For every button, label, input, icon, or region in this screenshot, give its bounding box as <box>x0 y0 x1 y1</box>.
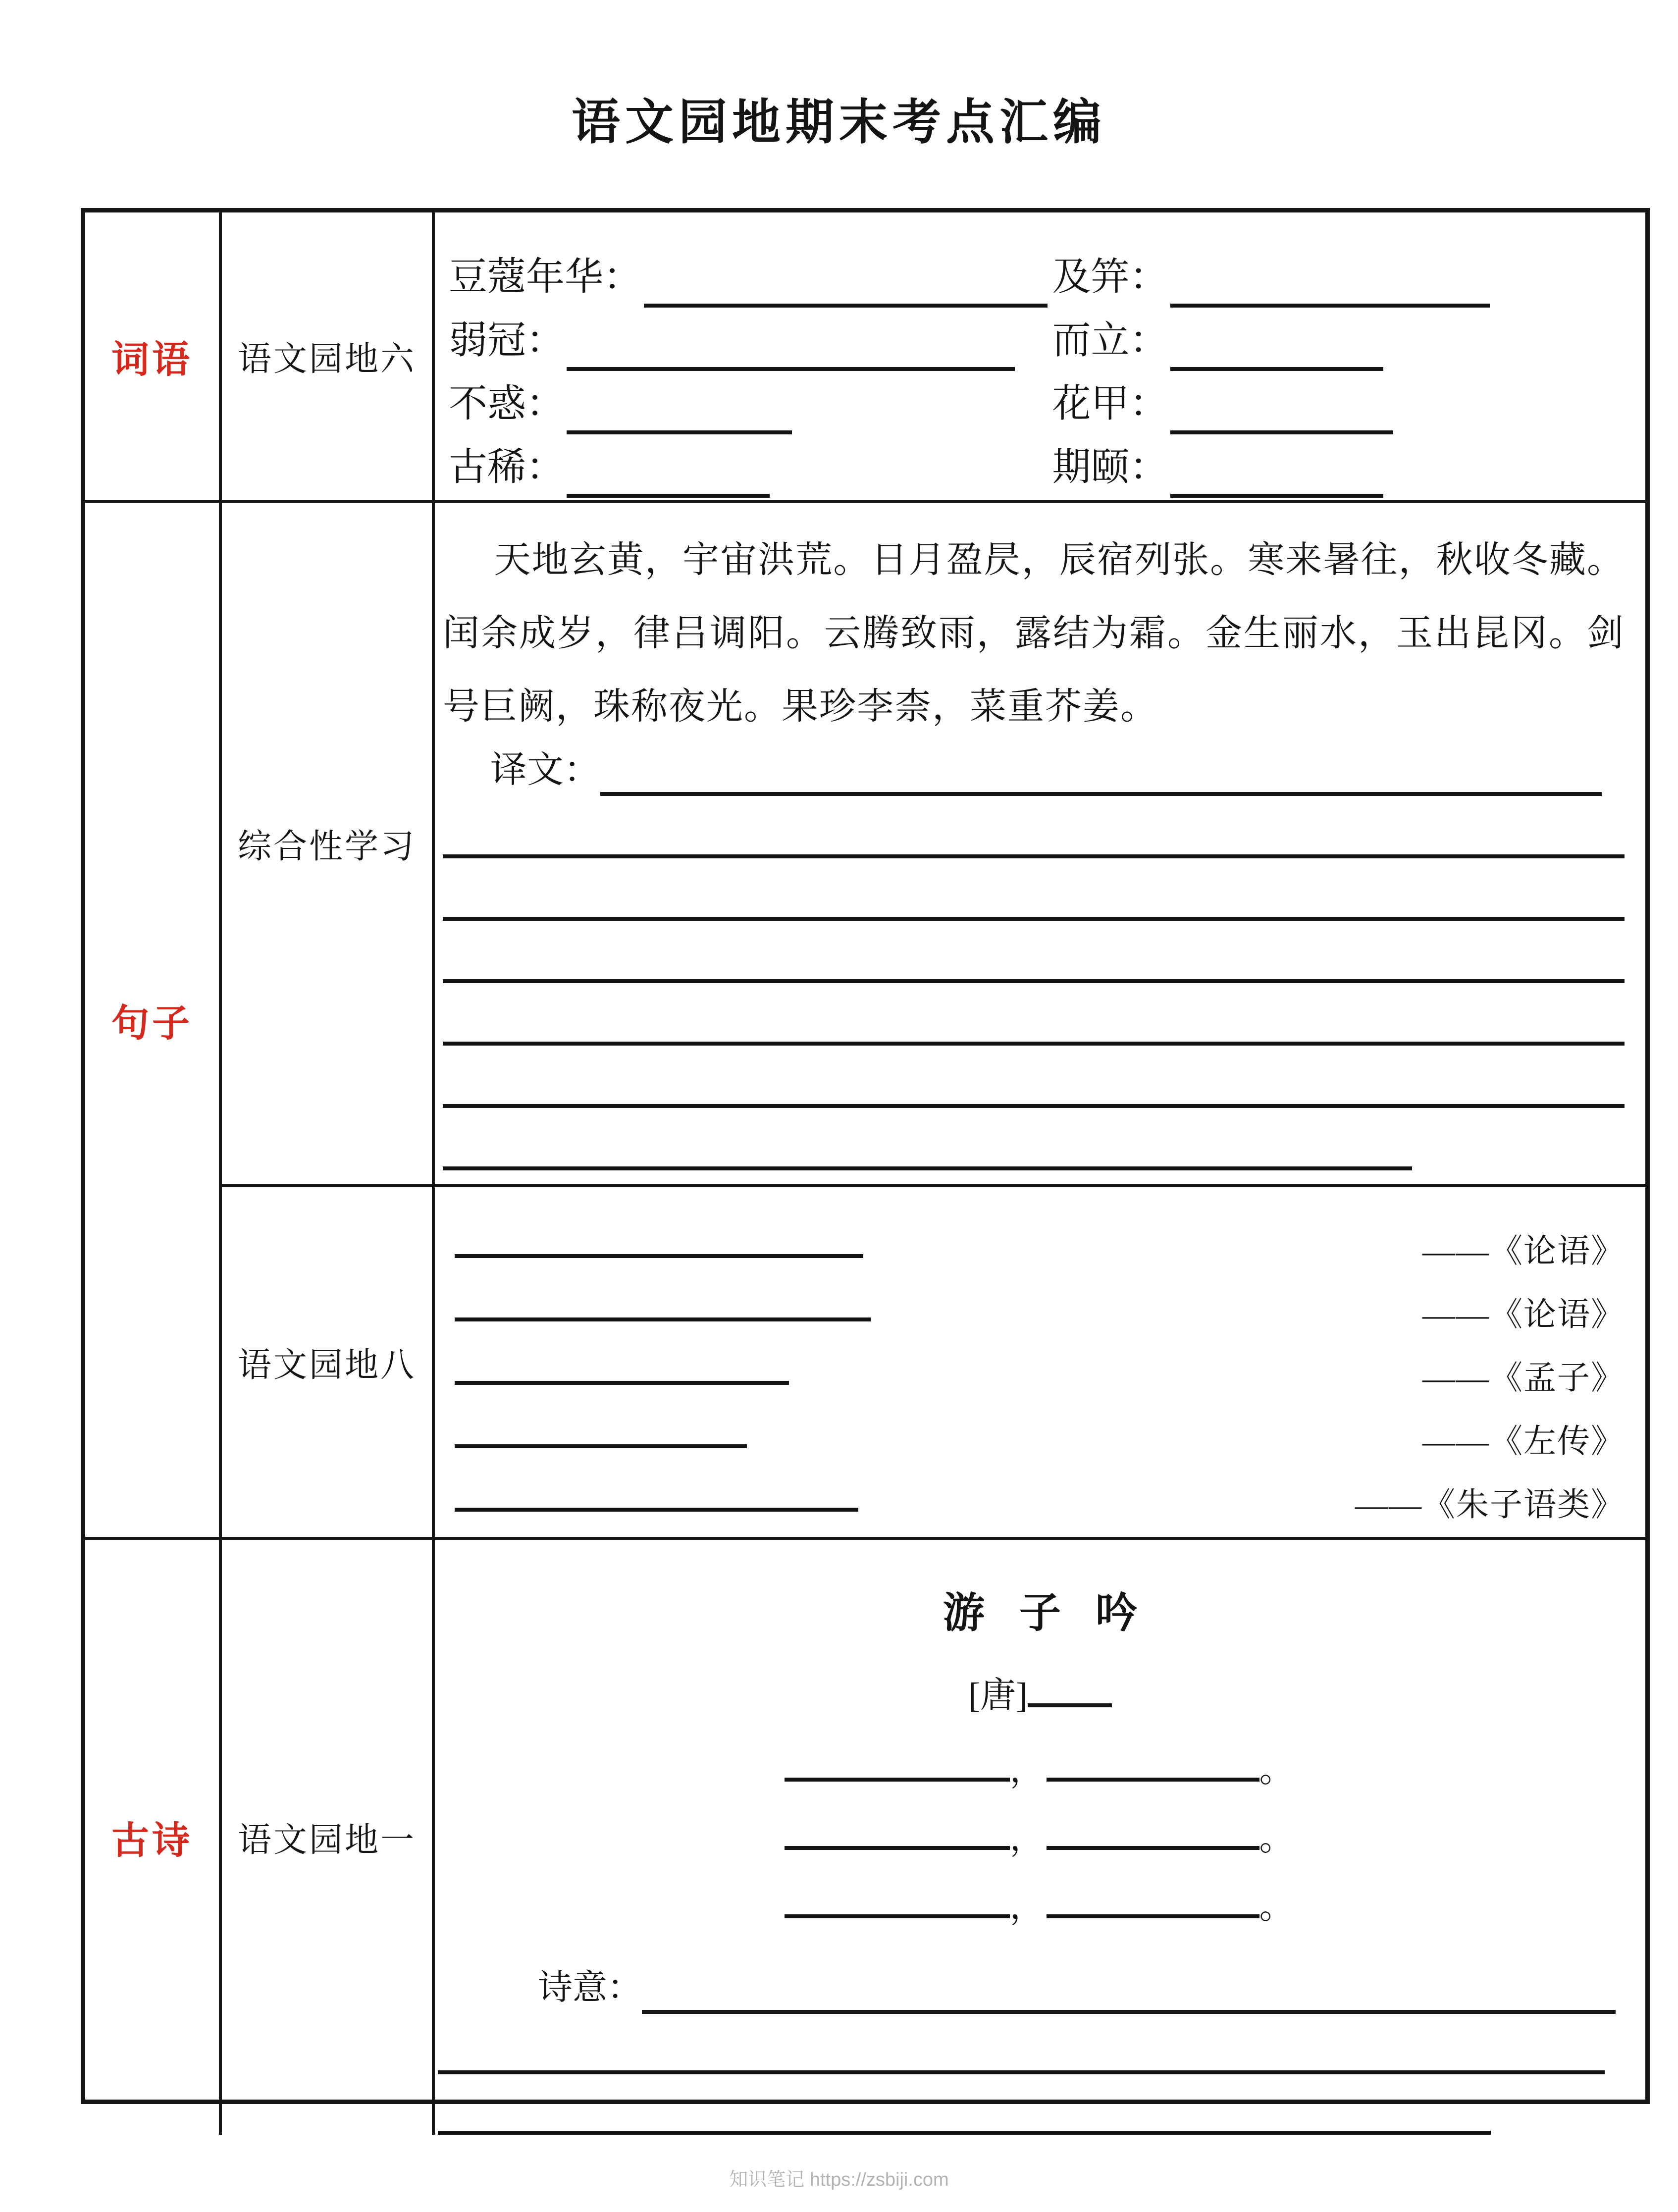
garden8-content-cell <box>435 1187 1645 1540</box>
quote-row <box>455 1216 1625 1279</box>
fill-blank <box>567 400 792 434</box>
fill-blank <box>785 1914 1010 1918</box>
fill-blank <box>455 1254 863 1258</box>
classic-text-paragraph: 天地玄黄，宇宙洪荒。日月盈昃，辰宿列张。寒来暑往，秋收冬藏。闰余成岁，律吕调阳。云腾致雨，露结为霜。金生丽水，玉出昆冈。剑号巨阙，珠称夜光。果珍李柰，菜重芥姜。 <box>443 540 1625 727</box>
fill-blank <box>785 1846 1010 1850</box>
quote-source: ——《论语》 <box>1422 1296 1625 1333</box>
fill-blank <box>567 336 1015 371</box>
verse-comma: ， <box>1009 1888 1047 1926</box>
word-item <box>449 310 1052 371</box>
quote-row <box>455 1406 1625 1470</box>
poem-verse-row <box>435 1737 1645 1805</box>
quote-row <box>455 1279 1625 1343</box>
category-cell-words <box>85 212 222 503</box>
unit-cell-garden1 <box>222 1540 435 2135</box>
unit-cell-garden8 <box>222 1187 435 1540</box>
fill-blank <box>1170 336 1383 371</box>
quote-source: ——《左传》 <box>1422 1423 1625 1460</box>
meaning-label: 诗意： <box>538 1969 642 2007</box>
word-label: 期颐： <box>1052 445 1168 488</box>
word-item <box>449 373 1052 434</box>
ruled-line <box>443 983 1625 1046</box>
word-label: 不惑： <box>449 382 565 425</box>
fill-blank <box>1170 463 1383 498</box>
word-label: 而立： <box>1052 318 1168 362</box>
fill-blank <box>1170 400 1393 434</box>
unit-label-garden1: 语文园地一 <box>237 1821 416 1859</box>
word-item <box>1052 436 1621 498</box>
unit-cell-comprehensive <box>222 503 435 1187</box>
ruled-line <box>443 1046 1625 1108</box>
quote-source: ——《朱子语类》 <box>1355 1486 1625 1523</box>
word-item <box>449 246 1052 308</box>
word-item <box>449 436 1052 498</box>
ruled-line <box>438 2014 1605 2074</box>
fill-blank <box>455 1317 871 1321</box>
quote-source: ——《论语》 <box>1422 1233 1625 1269</box>
fill-blank <box>1028 1703 1112 1707</box>
word-label: 豆蔻年华： <box>449 255 642 298</box>
word-item <box>1052 310 1621 371</box>
translation-row <box>443 744 1625 796</box>
ruled-line <box>438 2074 1491 2135</box>
quote-row <box>455 1470 1625 1533</box>
quote-row <box>455 1343 1625 1406</box>
translation-label: 译文： <box>490 750 600 790</box>
comprehensive-content-cell <box>435 503 1645 1187</box>
verse-period: 。 <box>1259 1751 1296 1790</box>
category-cell-poem <box>85 1540 222 2135</box>
unit-label-comprehensive: 综合性学习 <box>237 827 416 865</box>
fill-line <box>642 1984 1616 2014</box>
fill-blank <box>1047 1846 1259 1850</box>
verse-period: 。 <box>1259 1888 1296 1926</box>
fill-blank <box>1047 1778 1259 1782</box>
verse-comma: ， <box>1009 1751 1047 1790</box>
verse-period: 。 <box>1259 1820 1296 1858</box>
poem-content-cell <box>435 1540 1645 2135</box>
page-title: 语文园地期末考点汇编 <box>571 96 1106 150</box>
ruled-line <box>443 921 1625 983</box>
unit-cell-garden6 <box>222 212 435 503</box>
unit-label-garden8: 语文园地八 <box>237 1346 416 1384</box>
fill-blank <box>1170 273 1490 308</box>
ruled-line <box>443 1108 1412 1170</box>
fill-blank <box>1047 1914 1259 1918</box>
word-item <box>1052 373 1621 434</box>
poem-dynasty-row <box>435 1668 1645 1723</box>
quote-source: ——《孟子》 <box>1422 1360 1625 1396</box>
word-label: 花甲： <box>1052 382 1168 425</box>
fill-blank <box>567 463 770 498</box>
poem-verse-row <box>435 1873 1645 1942</box>
word-item <box>1052 246 1621 308</box>
category-cell-sentences <box>85 503 222 1540</box>
poem-verse-row <box>435 1805 1645 1873</box>
word-label: 古稀： <box>449 445 565 488</box>
unit-label-garden6: 语文园地六 <box>237 340 416 378</box>
fill-blank <box>455 1444 747 1448</box>
category-label-poem: 古诗 <box>111 1820 193 1862</box>
ruled-line <box>443 858 1625 921</box>
category-label-sentences: 句子 <box>111 1002 193 1045</box>
site-watermark: 知识笔记 https://zsbiji.com <box>729 2169 949 2190</box>
words-content-cell <box>435 212 1645 503</box>
dynasty-label: [唐] <box>968 1676 1028 1715</box>
fill-blank <box>455 1381 789 1385</box>
ruled-line <box>443 796 1625 858</box>
word-label: 弱冠： <box>449 318 565 362</box>
poem-meaning-row <box>435 1962 1645 2014</box>
verse-comma: ， <box>1009 1820 1047 1858</box>
word-label: 及笄： <box>1052 255 1168 298</box>
poem-title: 游子吟 <box>943 1590 1172 1636</box>
fill-blank <box>455 1508 858 1512</box>
worksheet-table <box>81 208 1650 2104</box>
fill-line <box>600 766 1602 796</box>
fill-blank <box>785 1778 1010 1782</box>
fill-blank <box>644 273 1048 308</box>
category-label-words: 词语 <box>111 339 193 381</box>
